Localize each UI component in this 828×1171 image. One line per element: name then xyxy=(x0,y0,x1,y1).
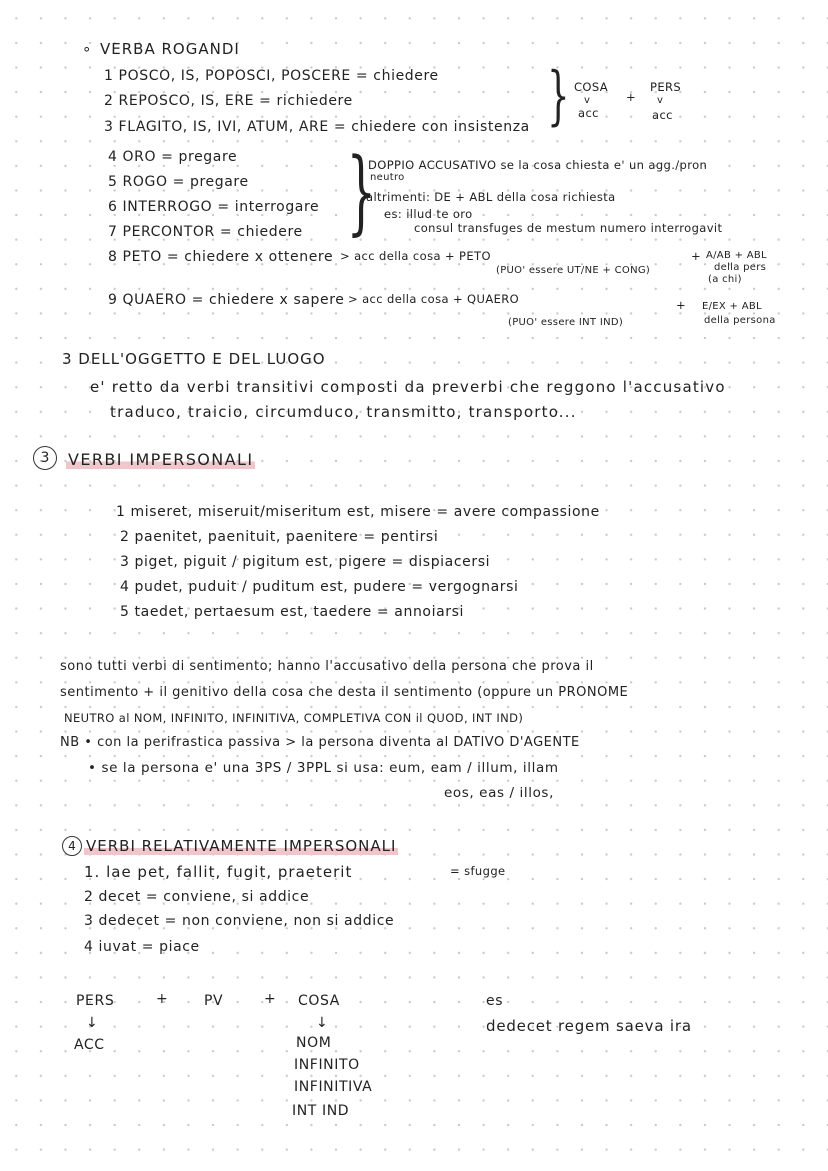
note-line: sono tutti verbi di sentimento; hanno l'accusativo della persona che prova il xyxy=(60,659,594,674)
quaero-complement: della persona xyxy=(704,315,776,326)
rule-text: neutro xyxy=(370,172,405,183)
plus-sign: + xyxy=(676,298,687,312)
label-acc: acc xyxy=(652,108,673,122)
list-item: 5 ROGO = pregare xyxy=(108,174,249,190)
list-item: 4 pudet, puduit / puditum est, pudere = vergognarsi xyxy=(120,579,519,595)
scheme-pv: PV xyxy=(204,993,224,1009)
paragraph-line: traduco, traicio, circumduco, transmitto, transporto... xyxy=(110,403,577,421)
arrow-down-icon: ↓ xyxy=(86,1015,99,1031)
scheme-option: INT IND xyxy=(292,1103,350,1119)
list-item: 8 PETO = chiedere x ottenere xyxy=(108,249,334,265)
section-number-badge: 3 xyxy=(33,446,57,470)
section-title-relativamente-impersonali xyxy=(84,839,398,854)
scheme-acc: ACC xyxy=(74,1037,105,1053)
note-line: NB • con la perifrastica passiva > la persona diventa al DATIVO D'AGENTE xyxy=(60,735,580,750)
brace-icon: } xyxy=(346,138,376,245)
list-item: 4 iuvat = piace xyxy=(84,939,200,955)
label-pers: PERS xyxy=(650,80,682,94)
example-label: es xyxy=(486,993,504,1009)
list-item: 2 REPOSCO, IS, ERE = richiedere xyxy=(104,93,353,109)
paragraph-line: e' retto da verbi transitivi composti da preverbi che reggono l'accusativo xyxy=(90,378,726,396)
example-text: consul transfuges de mestum numero interrogavit xyxy=(414,221,723,235)
list-item: 9 QUAERO = chiedere x sapere xyxy=(108,292,345,308)
list-item: 4 ORO = pregare xyxy=(108,149,238,165)
arrow-down-icon: ↓ xyxy=(316,1015,329,1031)
scheme-option: INFINITO xyxy=(294,1057,360,1073)
brace-icon: } xyxy=(547,59,570,133)
list-item: 6 INTERROGO = interrogare xyxy=(108,199,320,215)
quaero-note: (PUO' essere INT IND) xyxy=(508,317,624,328)
list-item: 5 taedet, pertaesum est, taedere = annoiarsi xyxy=(120,604,464,620)
section-title-verba-rogandi: VERBA ROGANDI xyxy=(100,40,240,58)
list-item: 3 dedecet = non conviene, non si addice xyxy=(84,913,395,929)
scheme-option: INFINITIVA xyxy=(294,1079,373,1095)
list-item: 2 paenitet, paenituit, paenitere = pentirsi xyxy=(120,529,439,545)
rule-text: altrimenti: DE + ABL della cosa richiesta xyxy=(366,190,616,204)
scheme-cosa: COSA xyxy=(298,993,340,1009)
scheme-option: NOM xyxy=(296,1035,332,1051)
example-sentence: dedecet regem saeva ira xyxy=(486,1017,692,1035)
list-item: 2 decet = conviene, si addice xyxy=(84,889,310,905)
quaero-complement: E/EX + ABL xyxy=(702,301,762,312)
list-item: 1 miseret, miseruit/miseritum est, misere = avere compassione xyxy=(116,504,600,520)
list-item: 7 PERCONTOR = chiedere xyxy=(108,224,303,240)
quaero-rule: > acc della cosa + QUAERO xyxy=(348,292,520,306)
arrow-down-icon: v xyxy=(584,95,591,106)
peto-complement: della pers xyxy=(714,262,767,273)
list-item: 3 FLAGITO, IS, IVI, ATUM, ARE = chiedere con insistenza xyxy=(104,119,530,135)
peto-rule: > acc della cosa + PETO xyxy=(340,249,491,263)
note-line: NEUTRO al NOM, INFINITO, INFINITIVA, COMPLETIVA CON il QUOD, INT IND) xyxy=(64,711,524,725)
plus-sign: + xyxy=(264,991,277,1007)
list-item: 3 piget, piguit / pigitum est, pigere = dispiacersi xyxy=(120,554,491,570)
example-text: es: illud te oro xyxy=(384,207,473,221)
item-meaning: = sfugge xyxy=(450,864,506,878)
note-line: eos, eas / illos, xyxy=(444,785,554,801)
list-item: 1. lae pet, fallit, fugit, praeterit xyxy=(84,863,353,881)
section-number-badge: 4 xyxy=(62,836,82,856)
peto-complement: (a chi) xyxy=(708,274,742,285)
scheme-pers: PERS xyxy=(76,993,115,1009)
label-acc: acc xyxy=(578,106,599,120)
note-line: • se la persona e' una 3PS / 3PPL si usa: eum, eam / illum, illam xyxy=(88,760,559,776)
arrow-down-icon: v xyxy=(657,95,664,106)
section-title-oggetto-luogo: 3 DELL'OGGETTO E DEL LUOGO xyxy=(62,350,326,368)
list-item: 1 POSCO, IS, POPOSCI, POSCERE = chiedere xyxy=(104,68,439,84)
note-line: sentimento + il genitivo della cosa che desta il sentimento (oppure un PRONOME xyxy=(60,685,629,700)
label-cosa: COSA xyxy=(574,80,609,94)
peto-complement: A/AB + ABL xyxy=(706,250,767,261)
bullet-icon: ∘ xyxy=(82,40,93,58)
section-title-text: VERBI RELATIVAMENTE IMPERSONALI xyxy=(86,837,397,855)
section-title-verbi-impersonali xyxy=(66,452,255,468)
plus-sign: + xyxy=(156,991,169,1007)
plus-sign: + xyxy=(626,90,637,104)
peto-note: (PUO' essere UT/NE + CONG) xyxy=(496,265,651,276)
section-title-text: VERBI IMPERSONALI xyxy=(68,450,254,469)
rule-text: DOPPIO ACCUSATIVO se la cosa chiesta e' un agg./pron xyxy=(368,158,708,172)
plus-sign: + xyxy=(691,249,702,263)
